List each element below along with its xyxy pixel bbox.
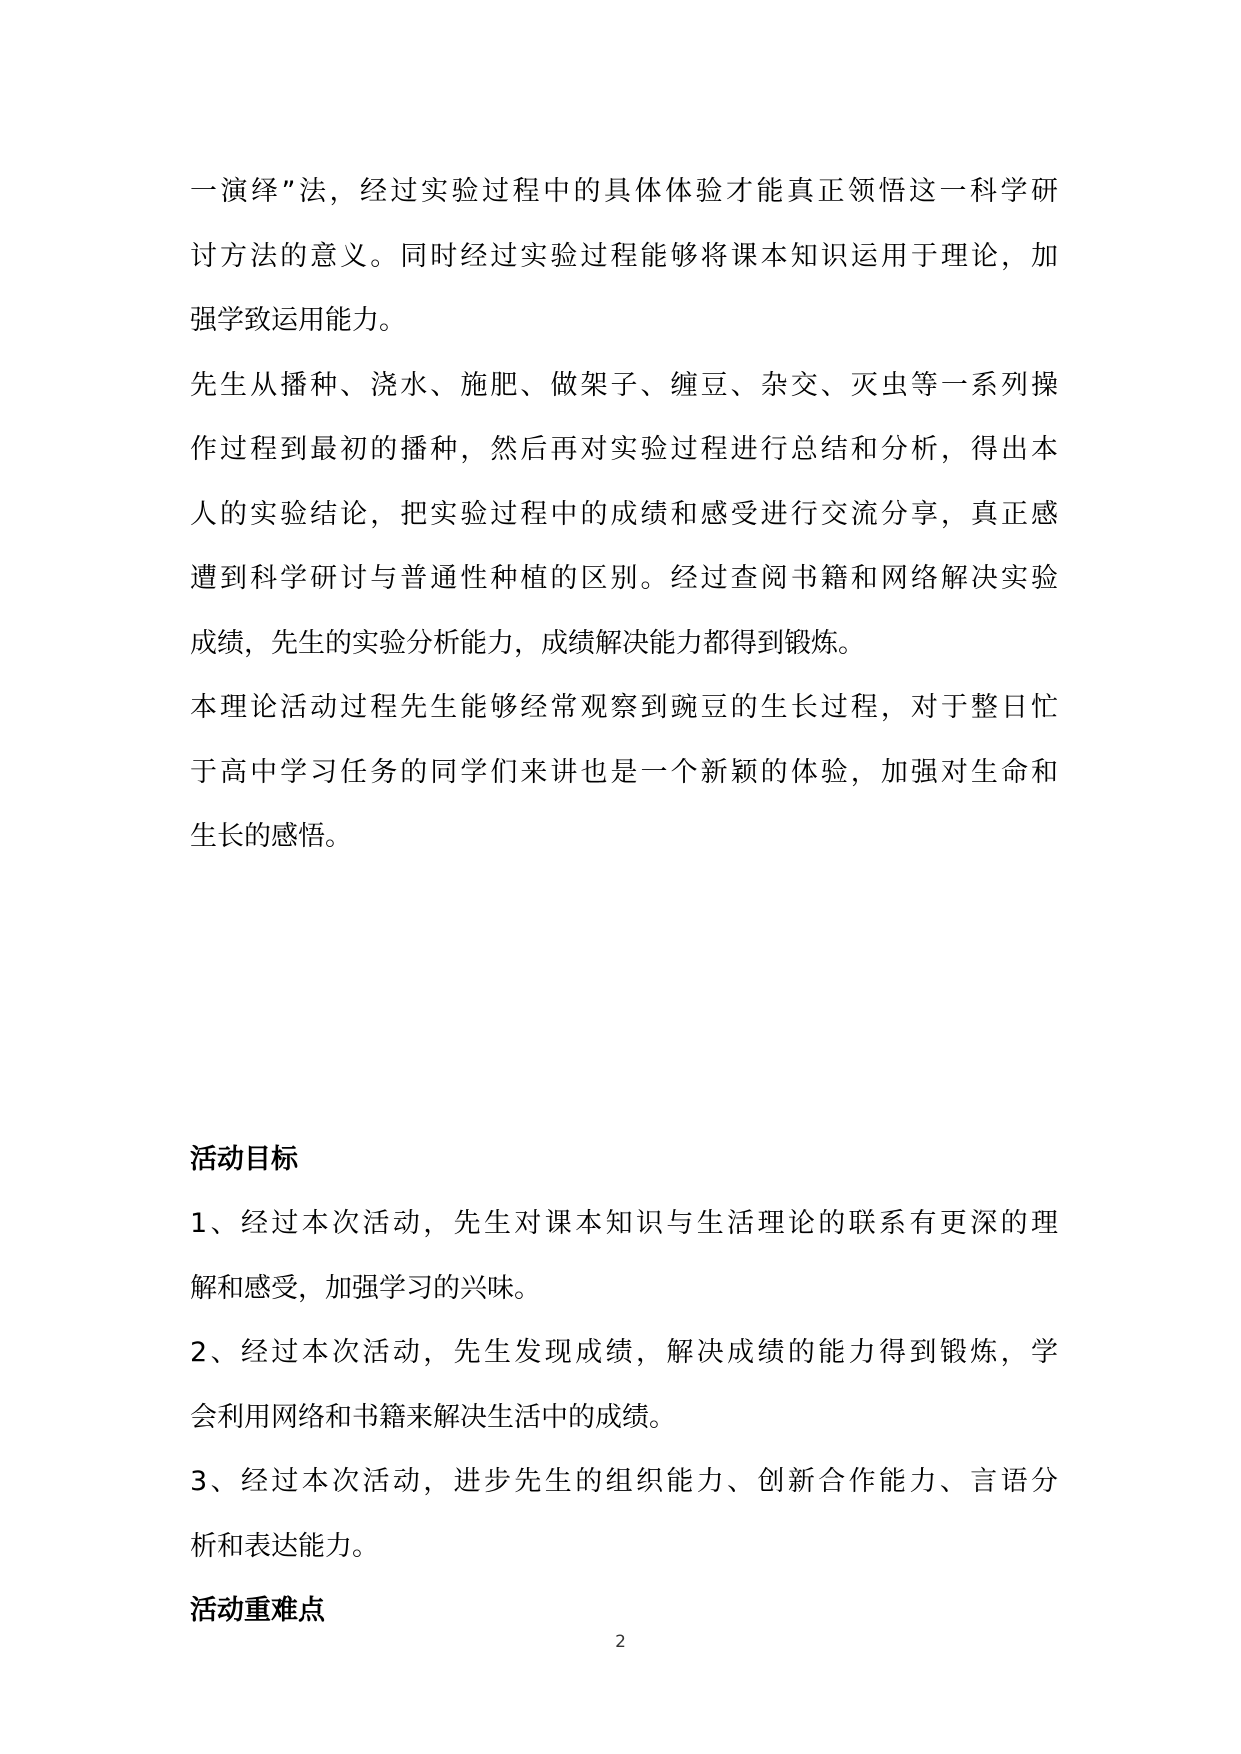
text-line: 讨方法的意义。同时经过实验过程能够将课本知识运用于理论，加 xyxy=(190,240,1058,272)
text-line: 遭到科学研讨与普通性种植的区别。经过查阅书籍和网络解决实验 xyxy=(190,563,1058,594)
text-line: 析和表达能力。 xyxy=(190,1530,379,1562)
text-line: 成绩，先生的实验分析能力，成绩解决能力都得到锻炼。 xyxy=(190,627,865,659)
page-number: 2 xyxy=(615,1632,626,1652)
text-line: 强学致运用能力。 xyxy=(190,305,406,336)
text-line: 3、经过本次活动，进步先生的组织能力、创新合作能力、言语分 xyxy=(190,1466,1058,1497)
text-line: 于高中学习任务的同学们来讲也是一个新颖的体验，加强对生命和 xyxy=(190,756,1058,788)
text-line: 先生从播种、浇水、施肥、做架子、缠豆、杂交、灭虫等一系列操 xyxy=(190,369,1058,401)
text-line: 1、经过本次活动，先生对课本知识与生活理论的联系有更深的理 xyxy=(190,1208,1058,1239)
goal-item-2 xyxy=(190,1321,1058,1450)
text-line: 本理论活动过程先生能够经常观察到豌豆的生长过程，对于整日忙 xyxy=(190,692,1058,723)
page-content xyxy=(190,160,1058,1644)
blank-space xyxy=(190,870,1058,1128)
text-line: 生长的感悟。 xyxy=(190,821,352,852)
goal-item-1 xyxy=(190,1192,1058,1321)
text-line: 2、经过本次活动，先生发现成绩，解决成绩的能力得到锻炼，学 xyxy=(190,1337,1058,1368)
text-line: 解和感受，加强学习的兴味。 xyxy=(190,1272,541,1304)
text-line: 会利用网络和书籍来解决生活中的成绩。 xyxy=(190,1401,676,1433)
paragraph-method-meaning xyxy=(190,160,1058,354)
section-heading-goals: 活动目标 xyxy=(190,1143,298,1175)
text-line: 一演绎”法，经过实验过程中的具体体验才能真正领悟这一科学研 xyxy=(190,176,1058,207)
paragraph-observation xyxy=(190,676,1058,870)
paragraph-experiment-process xyxy=(190,354,1058,677)
section-heading-key-points: 活动重难点 xyxy=(190,1595,325,1626)
text-line: 人的实验结论，把实验过程中的成绩和感受进行交流分享，真正感 xyxy=(190,498,1058,530)
goal-item-3 xyxy=(190,1450,1058,1579)
text-line: 作过程到最初的播种，然后再对实验过程进行总结和分析，得出本 xyxy=(190,434,1058,465)
